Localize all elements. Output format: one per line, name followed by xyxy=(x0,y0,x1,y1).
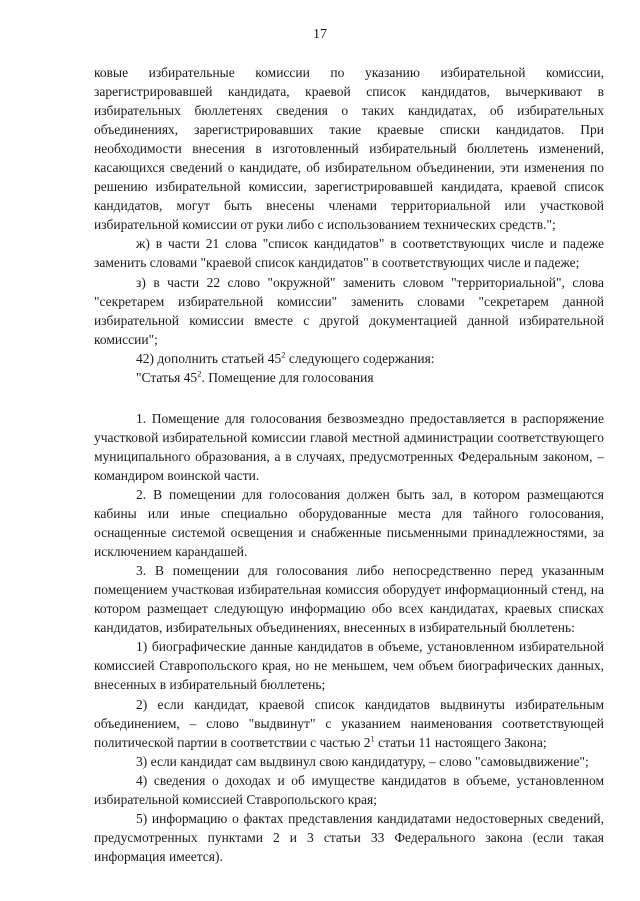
paragraph-part-3: 3. В помещении для голосования либо непосредственно перед указанным помещением участковая избирательная комиссия оборудует информационный стенд, на котором размещает следующую информацию обо всех кандидатах, краевых списках кандидатов, избирательных объединениях, внесенных в избирательный бюллетень: xyxy=(94,563,604,636)
paragraph-list-3: 3) если кандидат сам выдвинул свою кандидатуру, – слово "самовыдвижение"; xyxy=(136,753,589,769)
paragraph-item-z: з) в части 22 слово "окружной" заменить словом "территориальной", слова "секретарем избирательной комиссии" заменить словами "секретарем данной избирательной комиссии вместе с другой документацией данной избирательной комиссии"; xyxy=(94,274,604,347)
paragraph-part-2: 2. В помещении для голосования должен быть зал, в котором размещаются кабины или иные специально оборудованные места для тайного голосования, оснащенные системой освещения и снабженные письменными принадлежностями, за исключением карандашей. xyxy=(94,486,604,560)
item-42-text-end: следующего содержания: xyxy=(285,350,435,366)
article-heading xyxy=(94,368,604,387)
paragraph-part-1: 1. Помещение для голосования безвозмездно предоставляется в распоряжение участковой избирательной комиссии главой местной администрации соответствующего муниципального образования, а в случаях, предусмотренных Федеральным законом, – командиром воинской части. xyxy=(94,410,604,483)
paragraph-continuation: ковые избирательные комиссии по указанию избирательной комиссии, зарегистрировавшей кандидата, краевой список кандидатов, вычеркивают в избирательных бюллетенях сведения о таких кандидатах, об избирательных объединениях, зарегистрировавших такие краевые списки кандидатов. При необходимости внесения в изготовленный избирательный бюллетень изменений, касающихся сведений о кандидате, об избирательном объединении, эти изменения по решению избирательной комиссии, зарегистрировавшей кандидата, краевой список кандидатов, могут быть внесены членами территориальной или участковой избирательной комиссии от руки либо с использованием технических средств."; xyxy=(94,65,604,233)
paragraph-item-zh: ж) в части 21 слова "список кандидатов" в соответствующих числе и падеже заменить словами "краевой список кандидатов" в соответствующих числе и падеже; xyxy=(94,236,604,271)
article-heading-text: "Статья 45 xyxy=(136,369,198,385)
paragraph-gap xyxy=(94,387,604,409)
paragraph-list-2 xyxy=(94,695,604,752)
page-number: 17 xyxy=(313,27,327,42)
list-2-superscript: 1 xyxy=(370,733,375,744)
paragraph-list-1: 1) биографические данные кандидатов в объеме, установленном избирательной комиссией Ставропольского края, но не меньшем, чем объем биографических данных, внесенных в избирательный бюллетень; xyxy=(94,639,604,693)
paragraph-item-42 xyxy=(94,349,604,368)
article-heading-text-end: . Помещение для голосования xyxy=(201,369,374,385)
paragraph-list-4: 4) сведения о доходах и об имуществе кандидатов в объеме, установленном избирательной комиссией Ставропольского края; xyxy=(94,772,604,807)
paragraph-list-5: 5) информацию о фактах представления кандидатами недостоверных сведений, предусмотренных пунктами 2 и 3 статьи 33 Федерального закона (если такая информация имеется). xyxy=(94,810,604,864)
list-2-text: 2) если кандидат, краевой список кандидатов выдвинуты избирательным объединением, – слово "выдвинут" с указанием наименования соответствующей политической партии в соответствии с частью 2 xyxy=(94,696,604,750)
list-2-text-end: статьи 11 настоящего Закона; xyxy=(374,734,547,750)
item-42-superscript: 2 xyxy=(281,349,286,360)
article-heading-superscript: 2 xyxy=(197,368,202,379)
item-42-text: 42) дополнить статьей 45 xyxy=(136,350,282,366)
document-body xyxy=(94,63,604,866)
